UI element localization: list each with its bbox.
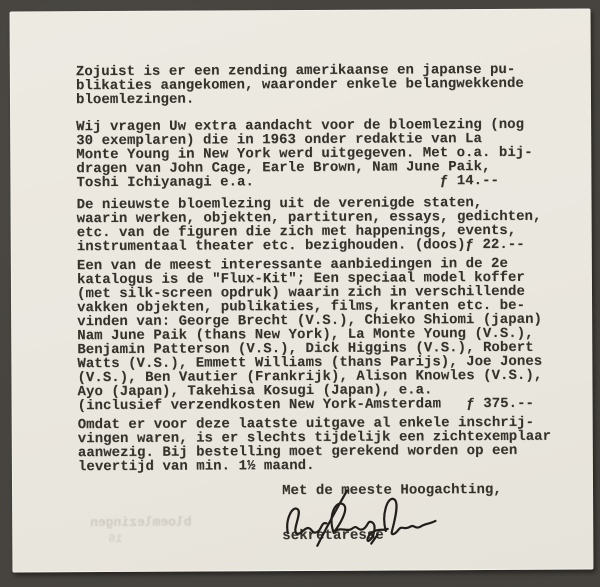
letter-line: waarin werken, objekten, partituren, essays, gedichten,	[76, 208, 542, 228]
letter-line: instrumentaal theater etc. bezighouden. (doos)ƒ 22.--	[76, 236, 525, 256]
ink-bleedthrough-text: bloemlezingen	[90, 514, 192, 531]
letter-line: vingen waren, is er slechts tijdelijk een zichtexemplaar	[77, 428, 552, 448]
handwritten-signature	[281, 482, 455, 551]
letter-line: dragen van John Cage, Earle Brown, Nam June Paik,	[76, 159, 491, 178]
letter-line: Zojuist is er een zending amerikaanse en japanse pu-	[75, 61, 516, 81]
ink-bleedthrough-text: 16	[108, 531, 123, 547]
letter-line: levertijd van min. 1½ maand.	[77, 457, 315, 476]
letter-line: Toshi Ichiyanagi e.a. ƒ 14.--	[76, 172, 500, 192]
letter-line: Ayo (Japan), Takehisa Kosugi (Japan), e.a.	[77, 382, 433, 401]
letter-line: Een van de meest interessante aanbiedingen in de 2e	[76, 255, 508, 275]
letter-line: De nieuwste bloemlezing uit de verenigde staten,	[76, 195, 483, 214]
letter-line: Benjamin Patterson (V.S.), Dick Higgins (V.S.), Robert	[77, 339, 534, 359]
letter-line: vakken objekten, publikaties, films, kranten etc. be-	[77, 297, 526, 317]
letter-line: (V.S.), Ben Vautier (Frankrijk), Alison Knowles (V.S.),	[77, 367, 543, 387]
letter-line: aanwezig. Bij bestelling moet gerekend worden op een	[77, 442, 518, 462]
letter-paper	[10, 8, 594, 572]
letter-line: vinden van: George Brecht (V.S.), Chieko Shiomi (japan)	[77, 311, 543, 331]
letter-paragraph	[76, 118, 581, 191]
letter-line: Nam June Paik (thans New York), La Monte Young (V.S.),	[77, 325, 534, 345]
letter-line: Monte Young in New York werd uitgegeven. Met o.a. bij-	[76, 144, 533, 164]
letter-line: (met silk-screen opdruk) waarin zich in verschillende	[76, 283, 525, 303]
closing-role: sekretaresse	[282, 527, 384, 545]
letter-line: (inclusief verzendkosten New York-Amsterdam ƒ 375.--	[77, 395, 535, 415]
letter-paragraph	[77, 257, 583, 414]
letter-paragraph	[76, 63, 581, 108]
letter-line: blikaties aangekomen, waaronder enkele belangwekkende	[75, 75, 524, 95]
letter-line: etc. van de figuren die zich met happenings, events,	[76, 222, 517, 242]
letter-line: katalogus is de "Flux-Kit"; Een speciaal model koffer	[76, 269, 525, 289]
letter-line: Wij vragen Uw extra aandacht voor de bloemlezing (nog	[76, 116, 525, 136]
closing-salutation: Met de meeste Hoogachting,	[282, 481, 502, 500]
letter-closing	[282, 483, 583, 544]
letter-line: Omdat er voor deze laatste uitgave al enkele inschrij-	[77, 414, 535, 434]
signature-area	[282, 497, 583, 530]
letter-line: 30 exemplaren) die in 1963 onder redaktie van La	[76, 131, 482, 150]
letter-paragraph	[78, 416, 583, 475]
letter-line: Watts (V.S.), Emmett Williams (thans Parijs), Joe Jones	[77, 353, 543, 373]
letter-line: bloemlezingen.	[75, 91, 195, 109]
letter-body	[76, 21, 584, 545]
letter-paragraph	[77, 196, 582, 255]
